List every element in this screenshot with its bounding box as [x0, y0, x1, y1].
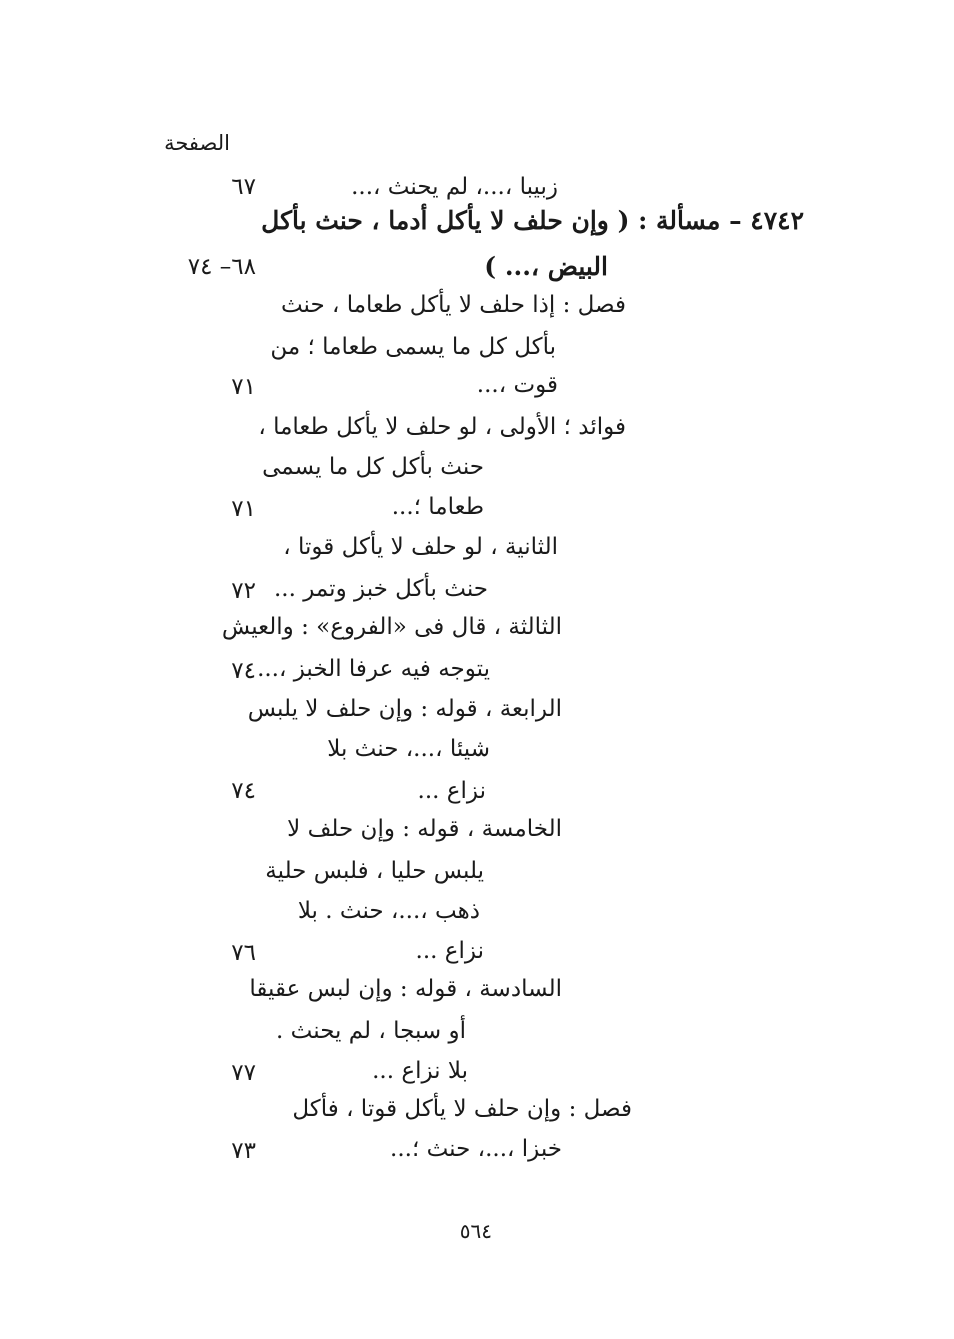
entry-text: نزاع ...	[417, 778, 486, 804]
entry-page: ٦٨– ٧٤	[187, 254, 256, 280]
entry-page: ٦٧	[231, 174, 256, 200]
entry-text: ذهب ،...، حنث . بلا	[297, 898, 480, 924]
entry-text: أو سبجا ، لم يحنث .	[276, 1018, 466, 1044]
entry-text: فوائد ؛ الأولى ، لو حلف لا يأكل طعاما ،	[258, 414, 626, 440]
entry-text: السادسة ، قوله : وإن لبس عقيقا	[249, 976, 562, 1002]
entry-text: نزاع ...	[415, 938, 484, 964]
entry-text: بأكل كل ما يسمى طعاما ؛ من	[270, 334, 556, 360]
entry-text: شيئا ،...، حنث بلا	[327, 736, 490, 762]
entry-page: ٧٢	[231, 578, 256, 604]
issue-heading-cont: البيض ،... )	[484, 252, 608, 281]
entry-text: حنث بأكل خبز وتمر ...	[273, 576, 488, 602]
entry-page: ٧٤	[231, 658, 256, 684]
entry-text: فصل : وإن حلف لا يأكل قوتا ، فأكل	[292, 1096, 632, 1122]
entry-text: بلا نزاع ...	[372, 1058, 468, 1084]
entry-text: الرابعة ، قوله : وإن حلف لا يلبس	[247, 696, 562, 722]
page-column-label: الصفحة	[164, 131, 230, 155]
issue-heading: ٤٧٤٢ – مسألة : ( وإن حلف لا يأكل أدما ، حنث بأكل	[261, 206, 804, 235]
entry-text: خبزا ،...، حنث ؛...	[390, 1136, 562, 1162]
entry-page: ٧١	[231, 496, 256, 522]
entry-text: يتوجه فيه عرفا الخبز ،...	[257, 656, 490, 682]
entry-text: الثانية ، لو حلف لا يأكل قوتا ،	[283, 534, 558, 560]
entry-page: ٧١	[231, 374, 256, 400]
entry-text: زبيبا ،...، لم يحنث ،...	[351, 174, 558, 200]
entry-text: الثالثة ، قال فى «الفروع» : والعيش	[221, 614, 562, 640]
entry-page: ٧٦	[231, 940, 256, 966]
entry-page: ٧٧	[231, 1060, 256, 1086]
entry-text: يلبس حليا ، فلبس حلية	[265, 858, 484, 884]
entry-text: قوت ،...	[476, 372, 558, 398]
page-number: ٥٦٤	[459, 1219, 492, 1243]
entry-text: حنث بأكل كل ما يسمى	[262, 454, 484, 480]
entry-page: ٧٤	[231, 778, 256, 804]
entry-page: ٧٣	[231, 1138, 256, 1164]
entry-text: الخامسة ، قوله : وإن حلف لا	[287, 816, 562, 842]
entry-text: فصل : إذا حلف لا يأكل طعاما ، حنث	[280, 292, 626, 318]
entry-text: طعاما ؛...	[391, 494, 484, 520]
